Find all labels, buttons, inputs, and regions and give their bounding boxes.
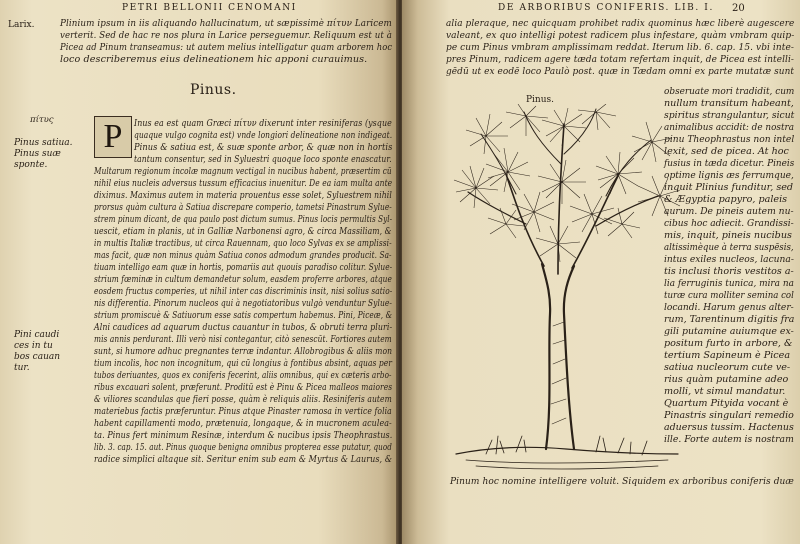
body-line: uescit, etiam in planis, ut in Galliæ Narbonensi agro, & circa Massiliam, & xyxy=(94,226,392,237)
body-line: lib. 3. cap. 15. aut. Pinus quoque benigna omnibus propterea esse putatur, quod xyxy=(94,442,392,453)
body-line: Inus ea est quam Græci πίτυν dixerunt inter resiniferas (ysque xyxy=(134,118,392,129)
body-line: habent capillamenti modo, prætenuia, longaque, & in mucronem aculea- xyxy=(94,418,392,429)
top-line: pe cum Pinus vmbram amplissimam reddat. Iterum lib. 6. cap. 15. vbi inte- xyxy=(446,42,794,53)
margin-note-pinus: Pinus suæ xyxy=(14,149,61,159)
body-line: prorsus quàm cultura à Satiua discrepare comperio, tametsi Pinastrum Sylue- xyxy=(94,202,392,213)
top-line: valeant, ex quo intelligi potest radicem plus infestare, quàm vmbram quip- xyxy=(446,30,795,41)
side-line: intus exiles nucleos, lacuna- xyxy=(664,254,794,265)
side-line: fusius in tæda dicetur. Pineis xyxy=(664,158,795,169)
bottom-line: Pinum hoc nomine intelligere voluit. Siquidem ex arboribus coniferis duæ xyxy=(450,476,794,487)
margin-note-pini: bos cauan xyxy=(14,352,61,362)
side-line: locandi. Harum genus alter- xyxy=(664,302,794,313)
side-line: ille. Forte autem is nostram xyxy=(664,434,794,445)
side-line: pinu Theophrastus non intel xyxy=(664,134,795,145)
side-line: lexit, sed de picea. At hoc xyxy=(664,146,789,157)
body-line: mas facit, quæ non minus quàm Satiua conos admodum grandes producit. Sa- xyxy=(94,250,392,261)
side-line: tis inclusi thoris vestitos a- xyxy=(664,266,794,277)
body-line: materiebus factis præferuntur. Pinus atque Pinaster ramosa in vertice folia xyxy=(94,406,392,417)
initial-letter: P xyxy=(103,118,123,155)
body-line: radice simplici altaque sit. Seritur enim sub eam & Myrtus & Laurus, & xyxy=(94,454,393,465)
decorated-initial xyxy=(94,116,132,158)
body-line: in multis Italiæ tractibus, ut circa Rauennam, quo loco Sylvas ex se amplissi- xyxy=(94,238,392,249)
side-line: aduersus tussim. Hactenus xyxy=(664,422,794,433)
body-line: ta. Pinus fert minimum Resinæ, interdum & nucibus ipsis Theophrastus. xyxy=(94,430,393,441)
body-line: strium promiscuè & Satiuorum esse satis compertum habemus. Pini, Piceæ, & xyxy=(94,310,393,321)
body-line: sunt, si humore adhuc pregnantes terræ indantur. Allobrogibus & aliis mon xyxy=(94,346,393,357)
side-line: lia ferruginis tunica, mira na xyxy=(664,278,794,289)
margin-note-pinus: sponte. xyxy=(14,160,48,170)
body-line: Alni caudices ad aquarum ductus cauantur in tubos, & obruti terra pluri- xyxy=(94,322,393,333)
side-line: spiritus strangulantur, sicut xyxy=(664,110,795,121)
body-line: tiuam intelligo eam quæ in hortis, pomariis aut quouis paradiso colitur. Sylue- xyxy=(94,262,393,273)
side-line: turæ cura molliter semina col xyxy=(664,290,794,301)
body-line: ribus excauari solent, præferunt. Proditū est è Pinu & Picea malleos maiores xyxy=(94,382,393,393)
side-line: rum, Tarentinum digitis fra xyxy=(664,314,795,325)
side-line: inquit Plinius funditur, sed xyxy=(664,182,794,193)
side-line: positum furto in arbore, & xyxy=(664,338,793,349)
pine-tree-woodcut xyxy=(446,104,688,480)
running-head-left: PETRI BELLONII CENOMANI xyxy=(122,3,297,13)
body-line: Pinus & satiua est, & suæ sponte arbor, & quæ non in hortis xyxy=(134,142,393,153)
top-line: gēdū ut ex eodē loco Paulò post. quæ in Tædam omni ex parte mutatæ sunt xyxy=(446,66,795,77)
top-line: alia pleraque, nec quicquam prohibet radix quominus hæc liberè augescere xyxy=(446,18,795,29)
margin-note-pini: Pini caudi xyxy=(14,330,60,340)
margin-greek: πίτυς xyxy=(30,115,54,125)
side-line: Quartum Pityida vocant è xyxy=(664,398,789,409)
intro-line: Plinium ipsum in iis aliquando hallucinatum, ut sæpissimè πίτυν Laricem xyxy=(60,18,392,29)
side-line: mis, inquit, pineis nucibus xyxy=(664,230,792,241)
margin-note-pinus: Pinus satiua. xyxy=(14,138,73,148)
side-line: rius quàm putamine adeo xyxy=(664,374,789,385)
side-line: cibus hoc adiecit. Grandissi- xyxy=(664,218,794,229)
intro-line: Picea ad Pinum transeamus: ut autem melius intelligatur quam arborem hoc xyxy=(60,42,393,53)
top-line: pres Pinum, radicem agere tæda totam refertam inquit, de Picea est intelli- xyxy=(446,54,794,65)
page-number: 20 xyxy=(732,3,745,14)
intro-line: verterit. Sed de hac re nos plura in Larice perseguemur. Reliquum est ut à xyxy=(60,30,392,41)
body-line: diximus. Maximus autem in materia prouentus esse solet, Syluestrem nihil xyxy=(94,190,392,201)
body-line: eosdem fructus comperies, ut nihil inter cas discriminis insit, nisi solius satio- xyxy=(94,286,393,297)
body-line: Multarum regionum incolæ magnum vectigal in nucibus habent, præsertim cū xyxy=(94,166,392,177)
side-line: tertium Sapineum è Picea xyxy=(664,350,791,361)
section-title: Pinus. xyxy=(190,82,237,98)
figure-label: Pinus. xyxy=(526,95,555,105)
margin-note-pini: ces in tu xyxy=(14,341,53,351)
side-line: optime lignis æs ferrumque, xyxy=(664,170,794,181)
body-line: tantum consentur, sed in Syluestri quoque loco sponte enascatur. xyxy=(134,154,392,165)
intro-line: loco describeremus eius delineationem hic apponi curauimus. xyxy=(60,54,368,65)
side-line: aurum. De pineis autem nu- xyxy=(664,206,794,217)
body-line: & viliores scandulas que fieri posse, quàm è reliquis aliis. Resiniferis autem xyxy=(94,394,392,405)
running-head-right: DE ARBORIBUS CONIFERIS. LIB. I. xyxy=(498,3,714,13)
body-line: tubos deriuantes, quos ex coniferis fecerint, aliis omnibus, qui ex cæteris arbo- xyxy=(94,370,392,381)
side-line: & Ægyptia papyro, paleis xyxy=(664,194,788,205)
body-line: strem pinum dicant, de qua paulo post dictum sumus. Pinus locis permultis Syl- xyxy=(94,214,393,225)
side-line: gili putamine auiumque ex- xyxy=(664,326,794,337)
margin-note-larix: Larix. xyxy=(8,20,35,30)
body-line: mis annis perdurant. Illi verò nisi contegantur, citò senescūt. Fortiores autem xyxy=(94,334,392,345)
body-line: nis differentia. Pinorum nucleos qui à negotiatoribus vulgò venduntur Sylue- xyxy=(94,298,392,309)
body-line: nihil eius nucleis adversus tussum efficacius inuenitur. De ea iam multa ante xyxy=(94,178,393,189)
body-line: quaque vulgo cognita est) vnde longiori delineatione non indigeat. xyxy=(134,130,393,141)
side-line: nullum transitum habeant, xyxy=(664,98,794,109)
side-line: altissimèque à terra suspēsis, xyxy=(664,242,794,253)
side-line: Pinastris singulari remedio xyxy=(664,410,794,421)
body-line: strium fœminæ in cultum demandetur solum, easdem proferre arbores, atque xyxy=(94,274,392,285)
body-line: tium incolis, hoc non incognitum, qui cū longius à fontibus absint, aquas per xyxy=(94,358,393,369)
side-line: satiua nucleorum cute ve- xyxy=(664,362,791,373)
side-line: obseruate mori tradidit, cum xyxy=(664,86,795,97)
left-page xyxy=(0,0,398,544)
side-line: animalibus accidit: de nostra xyxy=(664,122,795,133)
margin-note-pini: tur. xyxy=(14,363,30,373)
side-line: molli, vt simul mandatur. xyxy=(664,386,786,397)
